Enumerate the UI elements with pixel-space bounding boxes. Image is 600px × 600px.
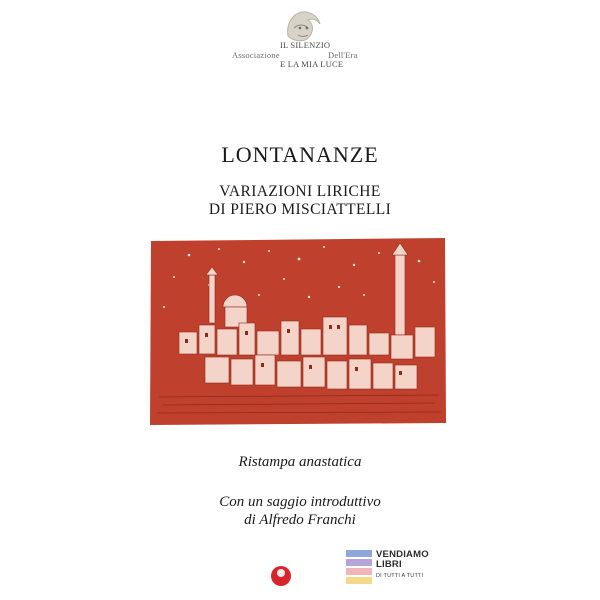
logo-association-text: Associazione	[232, 50, 280, 60]
city-woodcut-illustration	[149, 237, 447, 426]
book-subtitle-line1: VARIAZIONI LIRICHE	[219, 183, 381, 200]
edition-note: Ristampa anastatica	[238, 454, 362, 470]
book-subtitle-line2: DI PIERO MISCIATTELLI	[208, 201, 392, 218]
publisher-logo	[270, 565, 292, 587]
association-logo	[232, 6, 372, 76]
logo-luce-text: E LA MIA LUCE	[280, 59, 344, 69]
logo-silenzio-text: IL SILENZIO	[280, 40, 331, 50]
book-title: LONTANANZE	[221, 142, 379, 167]
badge-line1: VENDIAMO	[376, 549, 429, 560]
badge-tagline: DI TUTTI A TUTTI	[376, 573, 424, 579]
badge-line2: LIBRI	[376, 559, 402, 570]
vendiamo-libri-badge	[345, 548, 455, 590]
essay-line1: Con un saggio introduttivo	[219, 494, 381, 510]
book-stack-icon	[345, 548, 373, 588]
essay-line2: di Alfredo Franchi	[244, 512, 356, 528]
logo-era-text: Dell'Era	[328, 50, 358, 60]
